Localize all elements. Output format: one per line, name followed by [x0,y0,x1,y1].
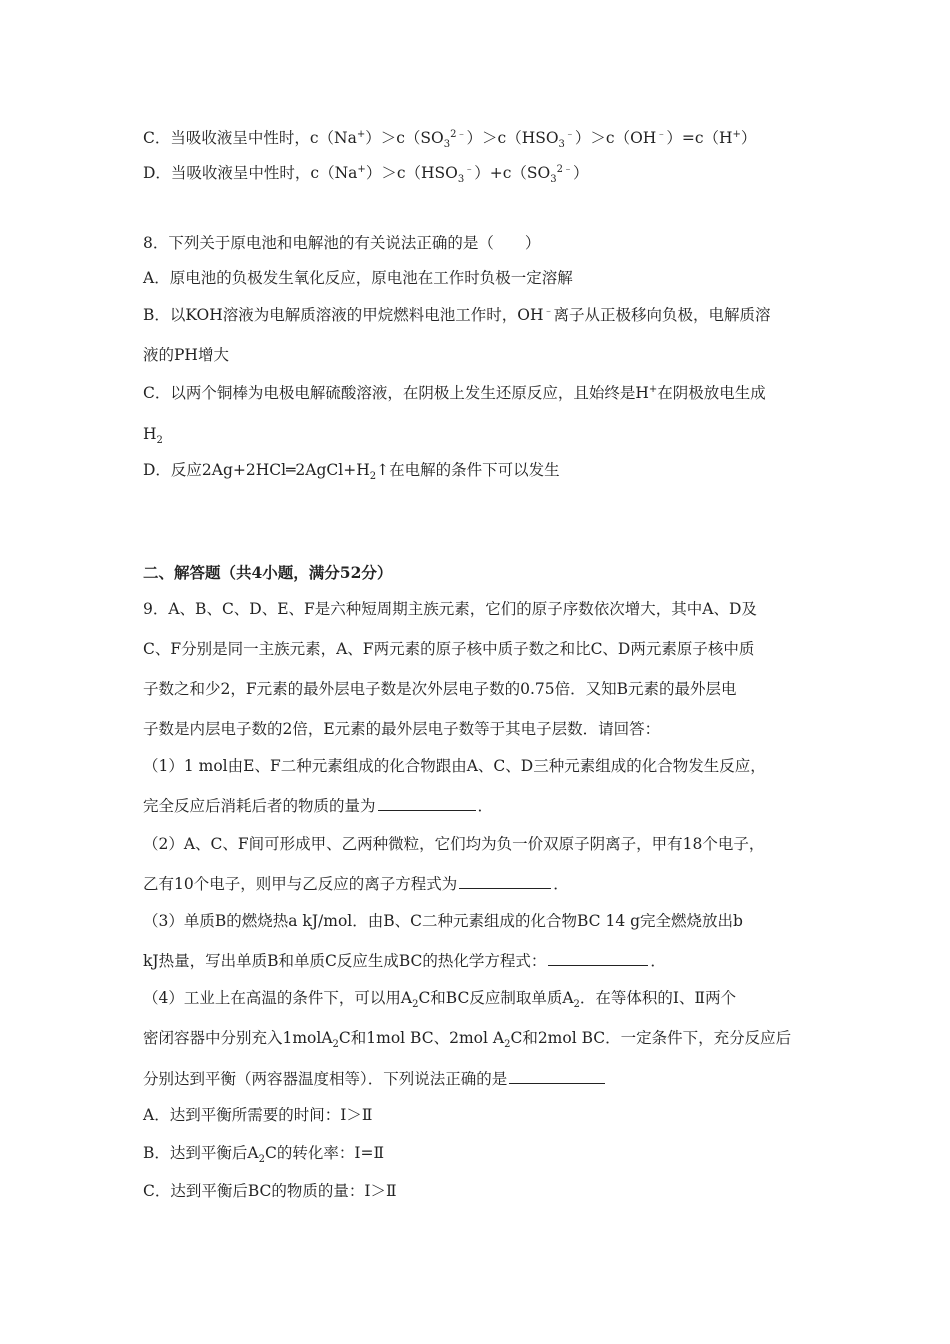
q9-part2-line2: 乙有10个电子，则甲与乙反应的离子方程式为 ． [143,875,569,893]
q9-part4-line1: （4）工业上在高温的条件下，可以用$A_2C$和BC反应制取单质$A_2$．在等体积的Ⅰ、Ⅱ两个 [143,989,737,1011]
q9-part3-line2: kJ热量，写出单质B和单质C反应生成BC的热化学方程式： ． [143,952,666,970]
q9-stem-line4: 子数是内层电子数的2倍，E元素的最外层电子数等于其电子层数．请回答： [143,720,661,738]
q9-option-a: A．达到平衡所需要的时间：Ⅰ＞Ⅱ [143,1106,373,1124]
q9-option-b: B．达到平衡后$A_2C$的转化率：Ⅰ=Ⅱ [143,1144,384,1166]
q8-option-c-line1: C．以两个铜棒为电极电解硫酸溶液，在阴极上发生还原反应，且始终是H+在阴极放电生成 [143,383,766,402]
q8-option-a: A．原电池的负极发生氧化反应，原电池在工作时负极一定溶解 [143,269,573,287]
q9-part4-line3: 分别达到平衡（两容器温度相等）．下列说法正确的是 [143,1068,607,1090]
q9-part2-line1: （2）A、C、F间可形成甲、乙两种微粒，它们均为负一价双原子阴离子，甲有18个电子， [143,835,765,853]
answer-blank[interactable] [459,873,551,889]
q8-option-c-line2: $H_2$ [143,425,163,447]
section-heading: 二、解答题（共4小题，满分52分） [143,563,393,582]
answer-blank[interactable] [548,950,648,966]
q8-option-d: D．反应$2Ag+2HCl═2AgCl+H_2↑$在电解的条件下可以发生 [143,461,560,483]
q8-option-b-line2: 液的PH增大 [143,346,229,364]
q9-stem-line3: 子数之和少2，F元素的最外层电子数是次外层电子数的0.75倍．又知B元素的最外层电 [143,680,737,698]
answer-blank[interactable] [509,1068,605,1084]
q7-option-c: C．当吸收液呈中性时，$c(Na^+)>c(SO_3^{2﹣})>c(HSO_3^﹣)>c(OH^﹣)=c(H^+)$ [143,128,757,151]
q9-stem-line1: 9．A、B、C、D、E、F是六种短周期主族元素，它们的原子序数依次增大，其中A、D及 [143,600,757,618]
answer-blank[interactable] [378,795,476,811]
q9-part4-line2: 密闭容器中分别充入1molA$_2$C和1mol BC、2mol $A_2C$和2mol BC．一定条件下，充分反应后 [143,1029,792,1051]
q7-option-d: D．当吸收液呈中性时，$c(Na^+)>c(HSO_3^﹣)+c(SO_3^{2﹣})$ [143,163,589,186]
q9-option-c: C．达到平衡后BC的物质的量：Ⅰ＞Ⅱ [143,1182,397,1200]
q9-part1-line2: 完全反应后消耗后者的物质的量为 ． [143,797,494,815]
q8-option-b-line1: B．以KOH溶液为电解质溶液的甲烷燃料电池工作时，OH﹣离子从正极移向负极，电解质溶 [143,305,771,324]
q9-stem-line2: C、F分别是同一主族元素，A、F两元素的原子核中质子数之和比C、D两元素原子核中质 [143,640,755,658]
q8-stem: 8．下列关于原电池和电解池的有关说法正确的是（ ） [143,234,541,252]
q9-part3-line1: （3）单质B的燃烧热a kJ/mol．由B、C二种元素组成的化合物BC 14 g完全燃烧放出b [143,912,743,930]
q9-part1-line1: （1）1 mol由E、F二种元素组成的化合物跟由A、C、D三种元素组成的化合物发生反应， [143,757,766,775]
